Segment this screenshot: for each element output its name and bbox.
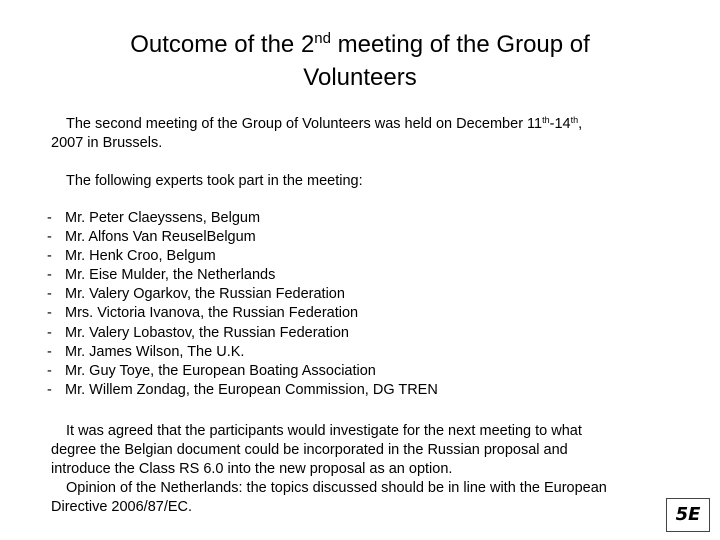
expert-name: Mr. Peter Claeyssens, Belgum (65, 210, 261, 226)
list-dash: - (47, 362, 52, 379)
conclusion-line: introduce the Class RS 6.0 into the new proposal as an option. (51, 461, 453, 477)
list-dash: - (47, 210, 52, 226)
slide-number-badge: 5E (666, 498, 710, 532)
list-item (47, 362, 438, 381)
list-dash: - (47, 381, 52, 398)
list-item (47, 381, 438, 400)
experts-lead (51, 172, 681, 191)
list-item (47, 228, 438, 247)
list-dash: - (47, 324, 52, 341)
list-item (47, 266, 438, 285)
experts-list (47, 209, 438, 400)
experts-lead-text: The following experts took part in the meeting: (66, 173, 363, 189)
expert-name: Mr. Alfons Van Reusel​Belgum (65, 229, 256, 246)
title-text-cont: meeting of the Group of (330, 31, 590, 58)
conclusion-paragraph (51, 422, 681, 517)
conclusion-line: Opinion of the Netherlands: the topics discussed should be in line with the European (66, 480, 607, 496)
list-dash: - (47, 343, 52, 360)
expert-name: Mr. Guy Toye, the European Boating Association (65, 362, 376, 379)
expert-name: Mr. Valery Lobastov, the Russian Federation (65, 324, 349, 341)
list-item (47, 247, 438, 266)
list-item (47, 209, 438, 228)
list-dash: - (47, 267, 52, 284)
conclusion-line: degree the Belgian document could be incorporated in the Russian proposal and (51, 442, 568, 458)
expert-name: Mr. Henk Croo, Belgum (65, 248, 216, 265)
intro-paragraph (51, 115, 681, 153)
title-text: Outcome of the 2 (130, 31, 315, 58)
intro-line2: 2007 in Brussels. (51, 135, 163, 151)
intro-text-range: -14 (549, 116, 571, 132)
expert-name: Mrs. Victoria Ivanova, the Russian Federation (65, 305, 359, 322)
list-dash: - (47, 305, 52, 322)
expert-name: Mr. Valery Ogarkov, the Russian Federation (65, 286, 345, 303)
intro-comma: , (578, 116, 583, 132)
intro-text: The second meeting of the Group of Volunteers was held on December 11 (66, 116, 543, 132)
page-title (80, 28, 640, 94)
conclusion-line: It was agreed that the participants would investigate for the next meeting to what (66, 423, 582, 439)
list-item (47, 324, 438, 343)
list-item (47, 343, 438, 362)
list-item (47, 285, 438, 304)
list-dash: - (47, 286, 52, 303)
expert-name: Mr. Eise Mulder, the Netherlands (65, 267, 276, 284)
title-line2: Volunteers (303, 64, 417, 91)
intro-ordinal-2: th (570, 115, 579, 125)
list-item (47, 304, 438, 323)
expert-name: Mr. Willem Zondag, the European Commission, DG TREN (65, 381, 438, 398)
expert-name: Mr. James Wilson, The U.K. (65, 343, 245, 360)
list-dash: - (47, 248, 52, 265)
conclusion-line: Directive 2006/87/EC. (51, 499, 193, 515)
list-dash: - (47, 229, 52, 246)
intro-ordinal-1: th (542, 115, 550, 125)
title-ordinal: nd (314, 30, 331, 47)
